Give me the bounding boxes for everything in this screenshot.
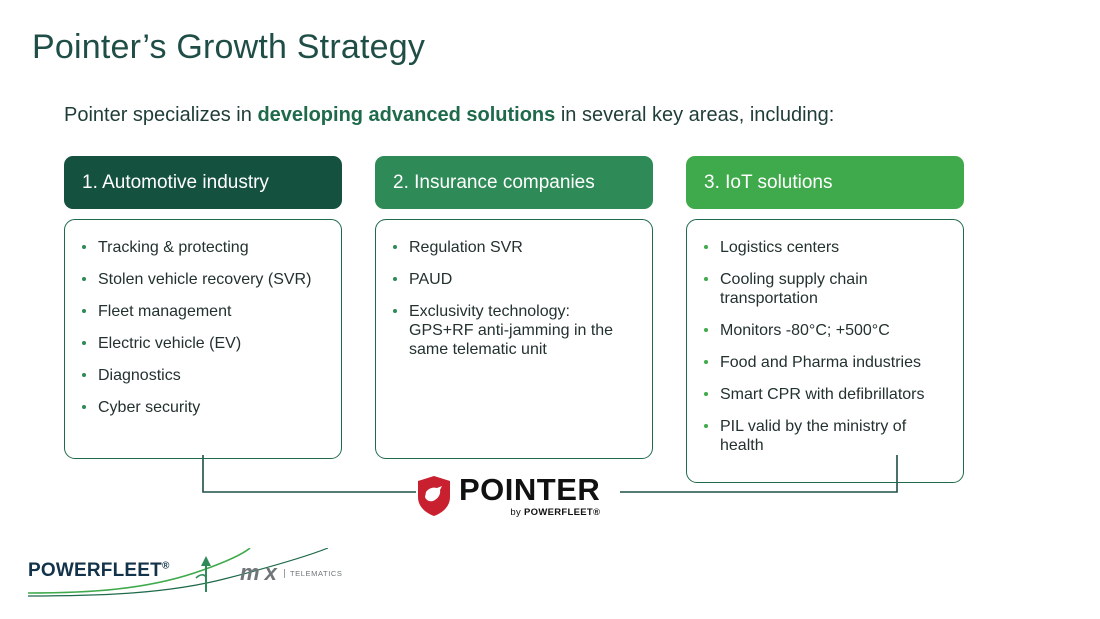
intro-text-highlight: developing advanced solutions bbox=[257, 104, 556, 126]
bullet-dot-icon bbox=[82, 309, 86, 313]
bullet-dot-icon bbox=[704, 277, 708, 281]
column-automotive bbox=[64, 156, 342, 483]
column-header-iot: 3. IoT solutions bbox=[686, 156, 964, 209]
list-item-label: Exclusivity technology: GPS+RF anti-jamming in the same telematic unit bbox=[409, 303, 614, 358]
list-item bbox=[390, 238, 638, 257]
list-item bbox=[79, 302, 327, 321]
list-item-label: PIL valid by the ministry of health bbox=[720, 418, 907, 454]
bullet-dot-icon bbox=[393, 277, 397, 281]
page-title: Pointer’s Growth Strategy bbox=[32, 28, 426, 66]
pointer-registered-mark: ® bbox=[592, 507, 601, 518]
list-item-label: Cyber security bbox=[98, 399, 201, 416]
column-iot bbox=[686, 156, 964, 483]
pointer-by-label: by bbox=[510, 507, 524, 518]
pointer-byline bbox=[459, 507, 600, 518]
list-item bbox=[79, 366, 327, 385]
column-header-insurance: 2. Insurance companies bbox=[375, 156, 653, 209]
list-item-label: Cooling supply chain transportation bbox=[720, 271, 868, 307]
footer-mix-telematics-label: TELEMATICS bbox=[284, 569, 343, 578]
list-item-label: Electric vehicle (EV) bbox=[98, 335, 242, 352]
bullet-dot-icon bbox=[704, 392, 708, 396]
bullet-list-insurance bbox=[390, 238, 638, 359]
bullet-list-iot bbox=[701, 238, 949, 455]
bullet-list-automotive bbox=[79, 238, 327, 417]
list-item bbox=[79, 270, 327, 289]
list-item-label: Logistics centers bbox=[720, 239, 840, 256]
list-item bbox=[79, 238, 327, 257]
intro-text-before: Pointer specializes in bbox=[64, 104, 258, 126]
list-item bbox=[79, 334, 327, 353]
footer-powerfleet-label: POWERFLEET bbox=[28, 560, 162, 581]
pointer-shield-icon bbox=[416, 475, 452, 517]
bullet-dot-icon bbox=[82, 277, 86, 281]
list-item bbox=[701, 238, 949, 257]
column-body-insurance bbox=[375, 219, 653, 459]
list-item-label: Smart CPR with defibrillators bbox=[720, 386, 925, 403]
bullet-dot-icon bbox=[704, 245, 708, 249]
list-item bbox=[701, 270, 949, 308]
bullet-dot-icon bbox=[82, 341, 86, 345]
list-item-label: PAUD bbox=[409, 271, 453, 288]
bullet-dot-icon bbox=[704, 424, 708, 428]
bullet-dot-icon bbox=[82, 373, 86, 377]
list-item bbox=[79, 398, 327, 417]
bullet-dot-icon bbox=[82, 245, 86, 249]
list-item bbox=[701, 353, 949, 372]
bullet-dot-icon bbox=[82, 405, 86, 409]
list-item-label: Diagnostics bbox=[98, 367, 181, 384]
list-item bbox=[701, 417, 949, 455]
bullet-dot-icon bbox=[393, 245, 397, 249]
strategy-columns bbox=[64, 156, 964, 483]
list-item-label: Food and Pharma industries bbox=[720, 354, 921, 371]
pointer-word: POINTER bbox=[459, 472, 601, 507]
list-item bbox=[390, 270, 638, 289]
pointer-wordmark bbox=[459, 474, 600, 518]
bullet-dot-icon bbox=[704, 328, 708, 332]
bullet-dot-icon bbox=[704, 360, 708, 364]
list-item-label: Fleet management bbox=[98, 303, 232, 320]
pointer-logo bbox=[416, 470, 616, 522]
list-item bbox=[390, 302, 638, 359]
footer-logos bbox=[28, 548, 358, 598]
pointer-parent-label: POWERFLEET bbox=[524, 507, 593, 518]
footer-powerfleet-wordmark bbox=[28, 560, 170, 582]
column-header-automotive: 1. Automotive industry bbox=[64, 156, 342, 209]
list-item-label: Regulation SVR bbox=[409, 239, 523, 256]
bullet-dot-icon bbox=[393, 309, 397, 313]
column-body-automotive bbox=[64, 219, 342, 459]
list-item-label: Stolen vehicle recovery (SVR) bbox=[98, 271, 312, 288]
footer-powerfleet-registered: ® bbox=[161, 560, 170, 572]
intro-sentence bbox=[64, 104, 834, 127]
column-insurance bbox=[375, 156, 653, 483]
list-item-label: Tracking & protecting bbox=[98, 239, 249, 256]
column-body-iot bbox=[686, 219, 964, 483]
list-item bbox=[701, 385, 949, 404]
footer-mix-wordmark: m x bbox=[240, 560, 277, 585]
list-item bbox=[701, 321, 949, 340]
list-item-label: Monitors -80°C; +500°C bbox=[720, 322, 890, 339]
intro-text-after: in several key areas, including: bbox=[555, 104, 835, 126]
